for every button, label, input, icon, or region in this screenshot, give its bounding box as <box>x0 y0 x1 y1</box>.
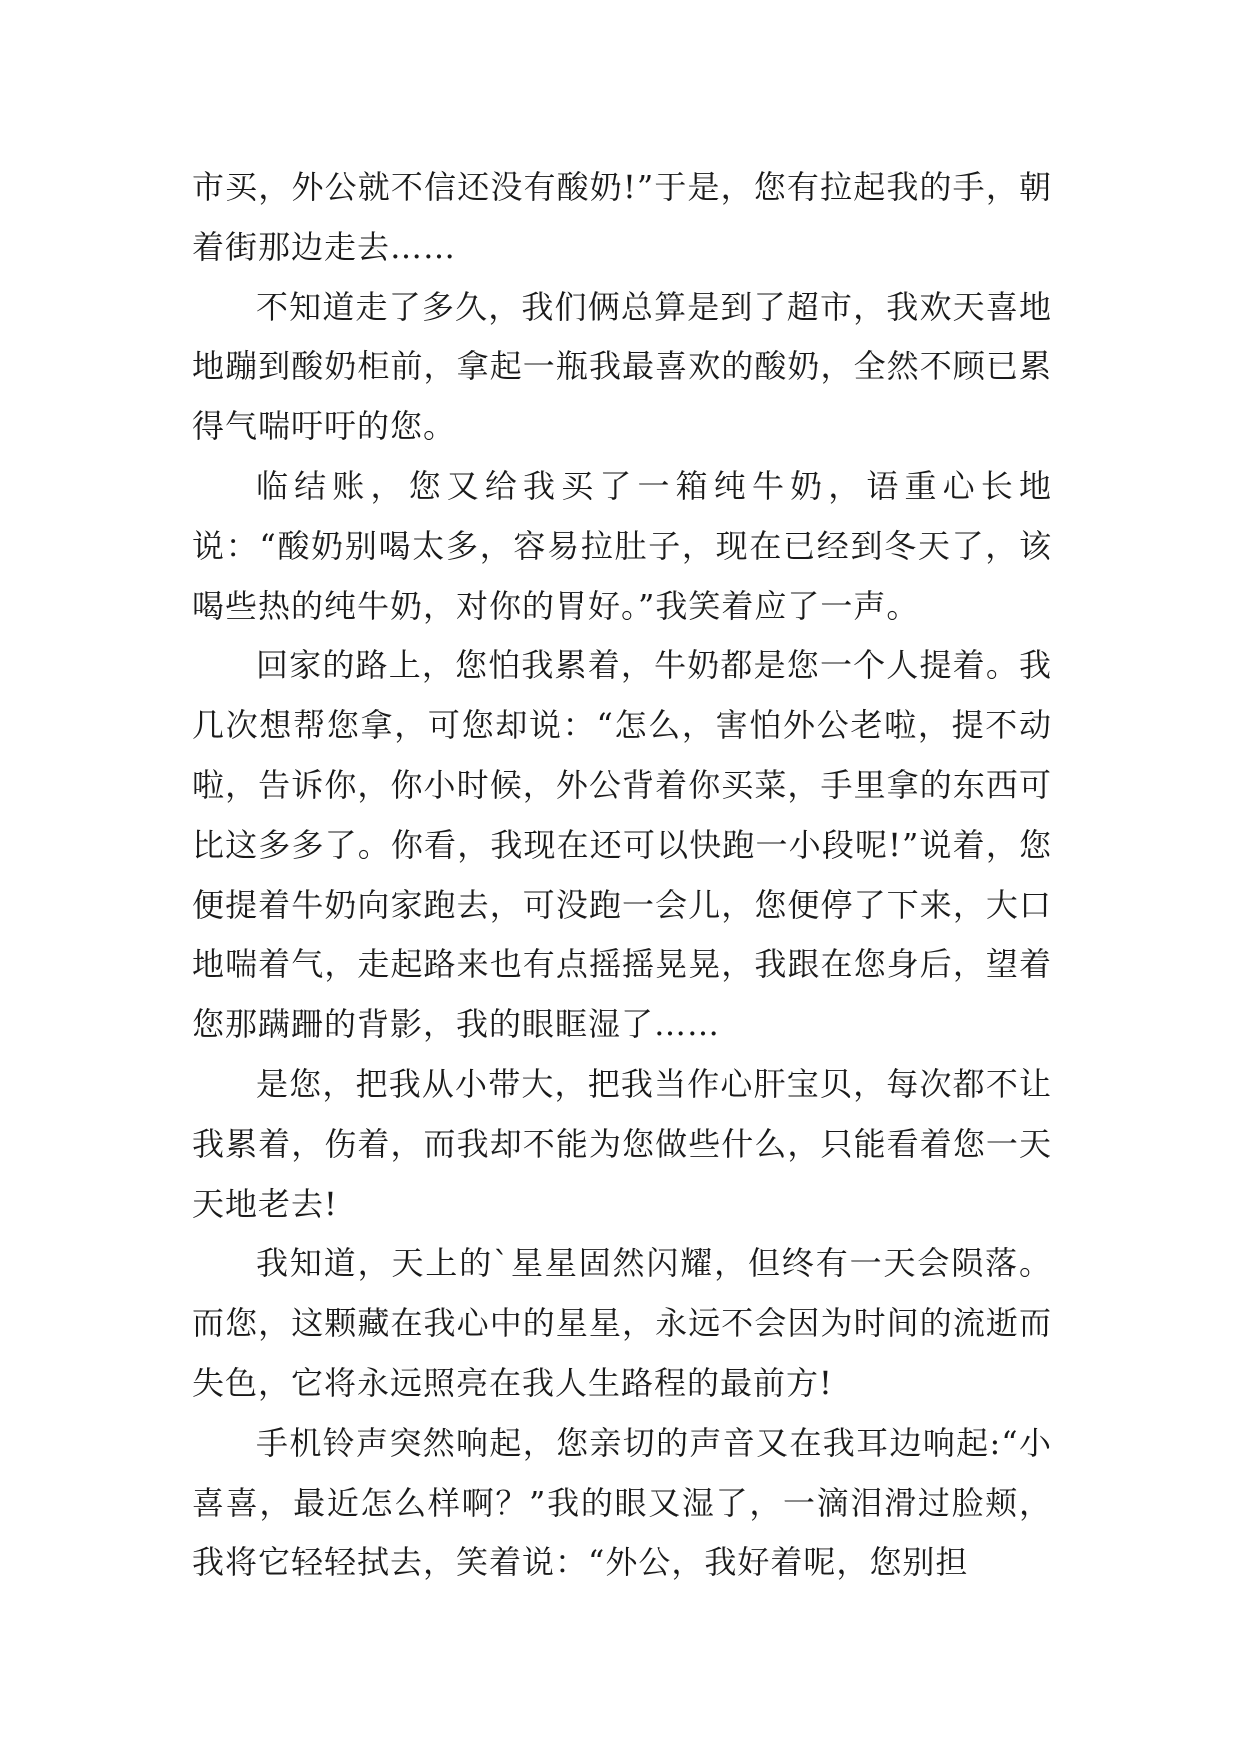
paragraph-star: 我知道，天上的`星星固然闪耀，但终有一天会陨落。而您，这颗藏在我心中的星星，永远不会因为时间的流逝而失色，它将永远照亮在我人生路程的最前方! <box>192 1244 1052 1402</box>
paragraph-arrive-supermarket: 不知道走了多久，我们俩总算是到了超市，我欢天喜地地蹦到酸奶柜前，拿起一瓶我最喜欢的酸奶，全然不顾已累得气喘吁吁的您。 <box>192 287 1052 446</box>
article-body <box>192 158 1052 1593</box>
paragraph-continued: 市买，外公就不信还没有酸奶!”于是，您有拉起我的手，朝着街那边走去…… <box>192 168 1052 266</box>
paragraph-way-home: 回家的路上，您怕我累着，牛奶都是您一个人提着。我几次想帮您拿，可您却说：“怎么，害怕外公老啦，提不动啦，告诉你，你小时候，外公背着你买菜，手里拿的东西可比这多多了。你看，我现在还可以快跑一小段呢!”说着，您便提着牛奶向家跑去，可没跑一会儿，您便停了下来，大口地喘着气，走起路来也有点摇摇晃晃，我跟在您身后，望着您那蹒跚的背影，我的眼眶湿了…… <box>192 646 1052 1044</box>
paragraph-raised-me: 是您，把我从小带大，把我当作心肝宝贝，每次都不让我累着，伤着，而我却不能为您做些什么，只能看着您一天天地老去! <box>192 1064 1052 1223</box>
paragraph-phone-call: 手机铃声突然响起，您亲切的声音又在我耳边响起:“小喜喜，最近怎么样啊？”我的眼又湿了，一滴泪滑过脸颊，我将它轻轻拭去，笑着说：“外公，我好着呢，您别担 <box>192 1423 1052 1582</box>
paragraph-checkout: 临结账，您又给我买了一箱纯牛奶，语重心长地说：“酸奶别喝太多，容易拉肚子，现在已经到冬天了，该喝些热的纯牛奶，对你的胃好。”我笑着应了一声。 <box>192 466 1052 625</box>
